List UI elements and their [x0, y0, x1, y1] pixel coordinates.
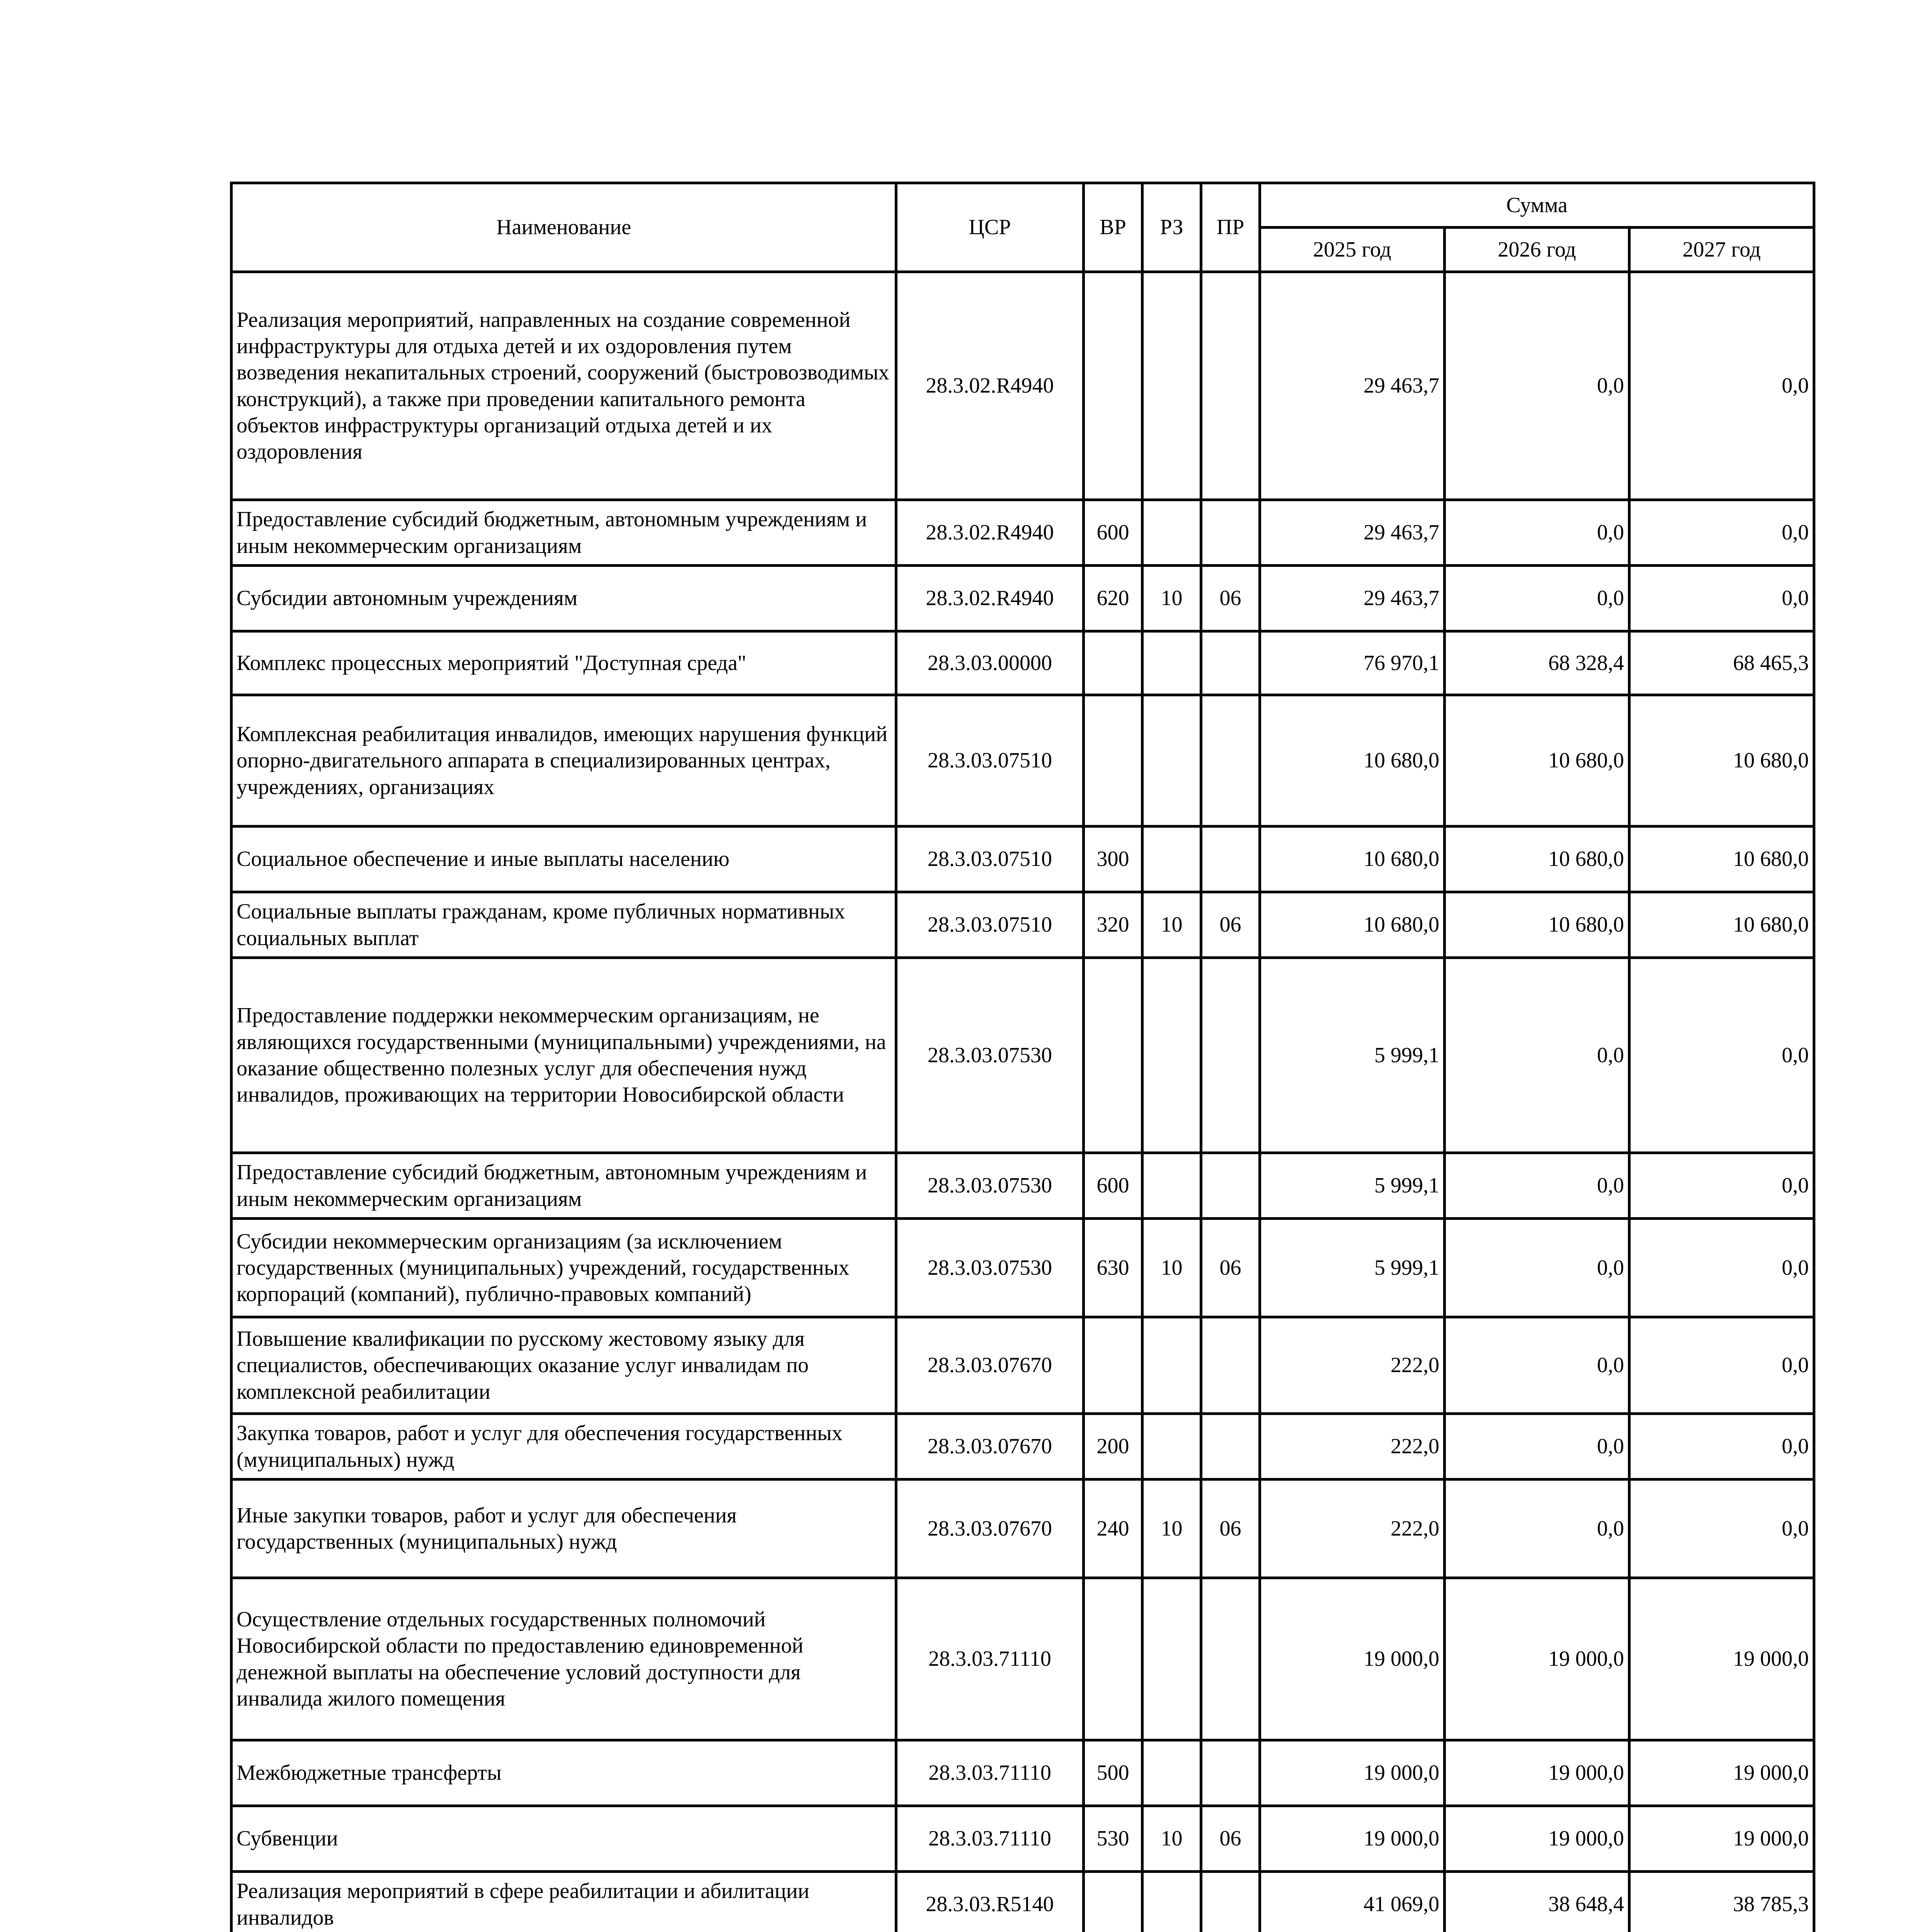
cell-name: Реализация мероприятий в сфере реабилитации и абилитации инвалидов [232, 1872, 896, 1932]
cell-2026: 19 000,0 [1445, 1578, 1629, 1740]
cell-rz [1142, 827, 1201, 892]
cell-2026: 0,0 [1445, 1317, 1629, 1414]
cell-rz [1142, 1872, 1201, 1932]
cell-2026: 19 000,0 [1445, 1806, 1629, 1872]
cell-name: Предоставление субсидий бюджетным, автономным учреждениям и иным некоммерческим организациям [232, 1153, 896, 1219]
cell-pr [1201, 1872, 1260, 1932]
cell-csr: 28.3.03.R5140 [896, 1872, 1084, 1932]
cell-2026: 0,0 [1445, 1414, 1629, 1480]
cell-csr: 28.3.03.07670 [896, 1480, 1084, 1578]
cell-2026: 10 680,0 [1445, 827, 1629, 892]
cell-rz [1142, 1153, 1201, 1219]
cell-rz: 10 [1142, 1806, 1201, 1872]
cell-name: Социальные выплаты гражданам, кроме публичных нормативных социальных выплат [232, 892, 896, 958]
cell-2025: 41 069,0 [1260, 1872, 1445, 1932]
table-row [232, 1153, 1814, 1219]
table-row [232, 1480, 1814, 1578]
cell-csr: 28.3.03.07670 [896, 1414, 1084, 1480]
cell-2025: 19 000,0 [1260, 1578, 1445, 1740]
cell-2025: 10 680,0 [1260, 827, 1445, 892]
cell-2025: 29 463,7 [1260, 566, 1445, 631]
cell-rz [1142, 1317, 1201, 1414]
cell-rz [1142, 272, 1201, 500]
cell-vr: 600 [1084, 500, 1142, 566]
budget-table [230, 182, 1815, 1932]
cell-vr [1084, 695, 1142, 827]
cell-pr [1201, 827, 1260, 892]
cell-2026: 10 680,0 [1445, 695, 1629, 827]
cell-pr [1201, 1578, 1260, 1740]
cell-2027: 10 680,0 [1629, 827, 1814, 892]
cell-2026: 0,0 [1445, 1153, 1629, 1219]
cell-rz [1142, 1414, 1201, 1480]
cell-vr: 240 [1084, 1480, 1142, 1578]
cell-2027: 38 785,3 [1629, 1872, 1814, 1932]
cell-pr [1201, 1414, 1260, 1480]
table-row [232, 566, 1814, 631]
cell-2026: 19 000,0 [1445, 1740, 1629, 1806]
cell-rz [1142, 631, 1201, 695]
cell-2026: 68 328,4 [1445, 631, 1629, 695]
cell-2026: 0,0 [1445, 1480, 1629, 1578]
cell-pr [1201, 272, 1260, 500]
table-row [232, 1872, 1814, 1932]
cell-2026: 0,0 [1445, 500, 1629, 566]
cell-2027: 19 000,0 [1629, 1578, 1814, 1740]
cell-name: Закупка товаров, работ и услуг для обеспечения государственных (муниципальных) нужд [232, 1414, 896, 1480]
cell-2026: 0,0 [1445, 1219, 1629, 1317]
cell-2027: 0,0 [1629, 272, 1814, 500]
cell-vr: 600 [1084, 1153, 1142, 1219]
cell-pr [1201, 958, 1260, 1153]
header-name: Наименование [232, 183, 896, 272]
header-year-2027: 2027 год [1629, 228, 1814, 272]
cell-vr: 500 [1084, 1740, 1142, 1806]
cell-name: Повышение квалификации по русскому жестовому языку для специалистов, обеспечивающих оказание услуг инвалидам по комплексной реабилитации [232, 1317, 896, 1414]
cell-csr: 28.3.02.R4940 [896, 500, 1084, 566]
table-row [232, 1806, 1814, 1872]
cell-name: Предоставление поддержки некоммерческим организациям, не являющихся государственными (муниципальными) учреждениями, на оказание общественно полезных услуг для обеспечения нужд инвалидов, проживающих на территории Новосибирской области [232, 958, 896, 1153]
cell-2025: 19 000,0 [1260, 1740, 1445, 1806]
cell-2026: 38 648,4 [1445, 1872, 1629, 1932]
cell-rz [1142, 695, 1201, 827]
cell-pr [1201, 1740, 1260, 1806]
cell-2027: 0,0 [1629, 1153, 1814, 1219]
cell-csr: 28.3.02.R4940 [896, 272, 1084, 500]
cell-csr: 28.3.03.07530 [896, 958, 1084, 1153]
cell-rz [1142, 1578, 1201, 1740]
cell-rz: 10 [1142, 892, 1201, 958]
cell-rz [1142, 500, 1201, 566]
header-pr: ПР [1201, 183, 1260, 272]
table-row [232, 1317, 1814, 1414]
cell-2027: 68 465,3 [1629, 631, 1814, 695]
cell-csr: 28.3.03.71110 [896, 1578, 1084, 1740]
table-header-row [232, 183, 1814, 228]
cell-2027: 0,0 [1629, 1219, 1814, 1317]
cell-name: Комплекс процессных мероприятий "Доступная среда" [232, 631, 896, 695]
table-row [232, 827, 1814, 892]
cell-name: Социальное обеспечение и иные выплаты населению [232, 827, 896, 892]
cell-rz: 10 [1142, 566, 1201, 631]
table-row [232, 1740, 1814, 1806]
table-row [232, 272, 1814, 500]
cell-2027: 19 000,0 [1629, 1740, 1814, 1806]
cell-vr [1084, 958, 1142, 1153]
cell-2025: 19 000,0 [1260, 1806, 1445, 1872]
cell-2025: 222,0 [1260, 1414, 1445, 1480]
cell-2027: 0,0 [1629, 1317, 1814, 1414]
cell-rz: 10 [1142, 1219, 1201, 1317]
cell-name: Субвенции [232, 1806, 896, 1872]
cell-rz [1142, 958, 1201, 1153]
cell-name: Субсидии автономным учреждениям [232, 566, 896, 631]
cell-2025: 10 680,0 [1260, 892, 1445, 958]
cell-csr: 28.3.03.71110 [896, 1740, 1084, 1806]
cell-csr: 28.3.03.71110 [896, 1806, 1084, 1872]
cell-2025: 222,0 [1260, 1317, 1445, 1414]
cell-2027: 0,0 [1629, 958, 1814, 1153]
header-sum: Сумма [1260, 183, 1814, 228]
cell-2027: 10 680,0 [1629, 892, 1814, 958]
cell-2026: 0,0 [1445, 958, 1629, 1153]
cell-rz [1142, 1740, 1201, 1806]
cell-rz: 10 [1142, 1480, 1201, 1578]
cell-pr [1201, 1317, 1260, 1414]
header-rz: РЗ [1142, 183, 1201, 272]
header-year-2026: 2026 год [1445, 228, 1629, 272]
cell-name: Осуществление отдельных государственных полномочий Новосибирской области по предоставлению единовременной денежной выплаты на обеспечение условий доступности для инвалида жилого помещения [232, 1578, 896, 1740]
cell-vr [1084, 631, 1142, 695]
cell-2027: 0,0 [1629, 566, 1814, 631]
cell-csr: 28.3.03.07530 [896, 1219, 1084, 1317]
cell-pr: 06 [1201, 1806, 1260, 1872]
cell-vr [1084, 272, 1142, 500]
cell-name: Межбюджетные трансферты [232, 1740, 896, 1806]
cell-vr: 630 [1084, 1219, 1142, 1317]
cell-csr: 28.3.03.07510 [896, 892, 1084, 958]
cell-vr: 320 [1084, 892, 1142, 958]
cell-2026: 0,0 [1445, 272, 1629, 500]
cell-2025: 10 680,0 [1260, 695, 1445, 827]
cell-2025: 76 970,1 [1260, 631, 1445, 695]
table-row [232, 892, 1814, 958]
cell-2025: 222,0 [1260, 1480, 1445, 1578]
cell-2026: 0,0 [1445, 566, 1629, 631]
cell-name: Комплексная реабилитация инвалидов, имеющих нарушения функций опорно-двигательного аппарата в специализированных центрах, учреждениях, организациях [232, 695, 896, 827]
cell-csr: 28.3.03.07510 [896, 695, 1084, 827]
table-row [232, 958, 1814, 1153]
cell-vr: 530 [1084, 1806, 1142, 1872]
cell-2027: 10 680,0 [1629, 695, 1814, 827]
cell-pr [1201, 631, 1260, 695]
cell-pr [1201, 695, 1260, 827]
cell-pr [1201, 500, 1260, 566]
table-row [232, 500, 1814, 566]
cell-csr: 28.3.03.07510 [896, 827, 1084, 892]
cell-2027: 19 000,0 [1629, 1806, 1814, 1872]
table-row [232, 1578, 1814, 1740]
cell-2025: 5 999,1 [1260, 1219, 1445, 1317]
cell-2025: 5 999,1 [1260, 1153, 1445, 1219]
cell-pr: 06 [1201, 1480, 1260, 1578]
table-row [232, 1219, 1814, 1317]
cell-2025: 29 463,7 [1260, 272, 1445, 500]
cell-2025: 5 999,1 [1260, 958, 1445, 1153]
cell-pr [1201, 1153, 1260, 1219]
header-csr: ЦСР [896, 183, 1084, 272]
cell-name: Предоставление субсидий бюджетным, автономным учреждениям и иным некоммерческим организациям [232, 500, 896, 566]
header-vr: ВР [1084, 183, 1142, 272]
header-year-2025: 2025 год [1260, 228, 1445, 272]
cell-csr: 28.3.03.07670 [896, 1317, 1084, 1414]
cell-2025: 29 463,7 [1260, 500, 1445, 566]
table-row [232, 631, 1814, 695]
cell-pr: 06 [1201, 892, 1260, 958]
cell-2026: 10 680,0 [1445, 892, 1629, 958]
cell-csr: 28.3.03.07530 [896, 1153, 1084, 1219]
cell-csr: 28.3.02.R4940 [896, 566, 1084, 631]
cell-vr [1084, 1578, 1142, 1740]
cell-vr [1084, 1317, 1142, 1414]
cell-2027: 0,0 [1629, 1414, 1814, 1480]
cell-name: Реализация мероприятий, направленных на создание современной инфраструктуры для отдыха детей и их оздоровления путем возведения некапитальных строений, сооружений (быстровозводимых конструкций), а также при проведении капитального ремонта объектов инфраструктуры организаций отдыха детей и их оздоровления [232, 272, 896, 500]
cell-2027: 0,0 [1629, 500, 1814, 566]
cell-name: Иные закупки товаров, работ и услуг для обеспечения государственных (муниципальных) нужд [232, 1480, 896, 1578]
cell-vr: 300 [1084, 827, 1142, 892]
cell-csr: 28.3.03.00000 [896, 631, 1084, 695]
cell-pr: 06 [1201, 566, 1260, 631]
cell-vr: 200 [1084, 1414, 1142, 1480]
cell-vr [1084, 1872, 1142, 1932]
cell-2027: 0,0 [1629, 1480, 1814, 1578]
cell-name: Субсидии некоммерческим организациям (за исключением государственных (муниципальных) учреждений, государственных корпораций (компаний), публично-правовых компаний) [232, 1219, 896, 1317]
cell-vr: 620 [1084, 566, 1142, 631]
cell-pr: 06 [1201, 1219, 1260, 1317]
table-row [232, 1414, 1814, 1480]
table-body [232, 272, 1814, 1932]
table-row [232, 695, 1814, 827]
